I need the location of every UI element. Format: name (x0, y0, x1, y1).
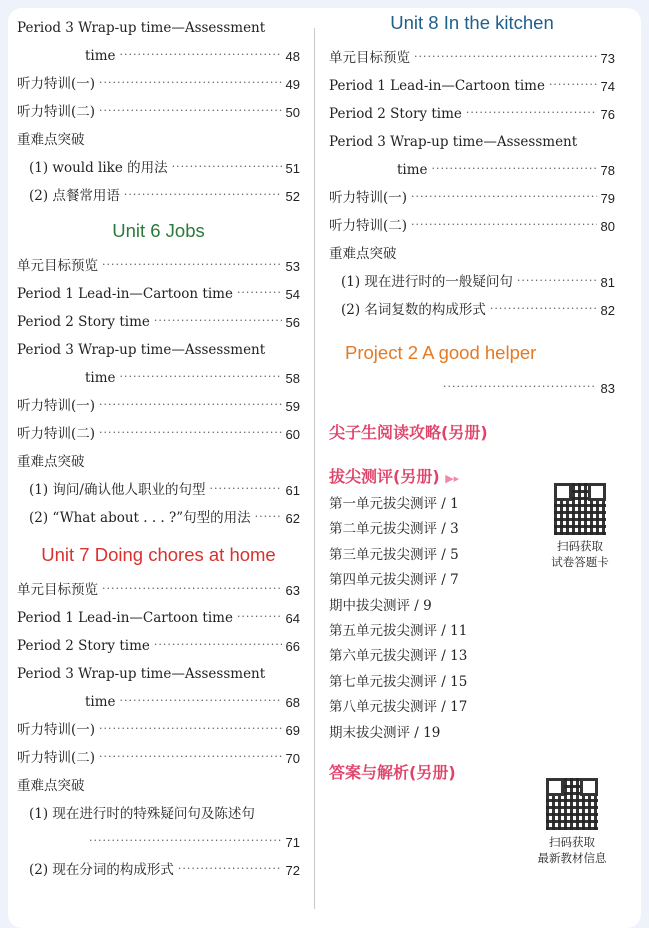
test-item: 第三单元拔尖测评 / 5 (329, 546, 459, 563)
entry-label: (1) 询问/确认他人职业的句型 (29, 482, 206, 498)
page-number: 58 (285, 371, 300, 386)
leader-dots (154, 638, 282, 651)
project2-title: Project 2 A good helper (345, 342, 537, 363)
unit6-entries (17, 246, 300, 526)
leader-dots (237, 286, 282, 299)
qr-code-answer-sheet[interactable] (554, 483, 606, 535)
entry-label: Period 1 Lead-in—Cartoon time (329, 78, 545, 94)
qr-code-textbook-info[interactable] (546, 778, 598, 830)
page-number: 71 (285, 835, 300, 850)
leader-dots (102, 582, 282, 595)
leader-dots (102, 258, 282, 271)
entry-label: (1) would like 的用法 (29, 160, 168, 176)
toc-entry (329, 206, 615, 234)
toc-entry (329, 66, 615, 94)
entry-label: time (85, 694, 116, 710)
entry-label: time (85, 48, 116, 64)
toc-entry (329, 150, 615, 178)
entry-label: Period 3 Wrap-up time—Assessment (17, 666, 266, 682)
test-item: 期末拔尖测评 / 19 (329, 724, 441, 741)
toc-entry (17, 822, 300, 850)
page-number: 68 (285, 695, 300, 710)
toc-entry (17, 498, 300, 526)
entry-label: (2) “What about . . . ?”句型的用法 (29, 510, 251, 526)
column-divider (314, 28, 315, 909)
qr2-caption: 扫码获取 最新教材信息 (537, 835, 607, 865)
page-number: 79 (600, 191, 615, 206)
toc-entry (17, 850, 300, 878)
page-number: 73 (600, 51, 615, 66)
page-number: 72 (285, 863, 300, 878)
entry-label: 听力特训(二) (329, 218, 408, 234)
page-number: 61 (285, 483, 300, 498)
leader-dots (99, 398, 281, 411)
toc-entry (17, 302, 300, 330)
page-number: 52 (285, 189, 300, 204)
leader-dots (411, 218, 596, 231)
page-number: 56 (285, 315, 300, 330)
toc-entry (17, 442, 300, 470)
page-number: 54 (285, 287, 300, 302)
toc-entry (17, 120, 300, 148)
leader-dots (432, 162, 597, 175)
unit5-continued (17, 8, 300, 204)
leader-dots (178, 862, 282, 875)
toc-entry (17, 330, 300, 358)
entry-label: (2) 名词复数的构成形式 (341, 302, 486, 318)
entry-label: time (397, 162, 428, 178)
leader-dots (517, 274, 597, 287)
entry-label: Period 2 Story time (17, 314, 150, 330)
page-number: 50 (285, 105, 300, 120)
page-number: 49 (285, 77, 300, 92)
leader-dots (172, 160, 282, 173)
toc-entry (17, 414, 300, 442)
page-number: 51 (285, 161, 300, 176)
qr1-caption: 扫码获取 试卷答题卡 (551, 539, 609, 569)
toc-entry (17, 654, 300, 682)
entry-label: Period 2 Story time (17, 638, 150, 654)
entry-label: 单元目标预览 (329, 50, 410, 66)
entry-label: 重难点突破 (329, 246, 397, 262)
toc-entry (17, 710, 300, 738)
entry-label: 听力特训(一) (17, 76, 96, 92)
entry-label: 单元目标预览 (17, 258, 98, 274)
toc-entry (17, 794, 300, 822)
toc-entry (17, 358, 300, 386)
leader-dots (99, 104, 281, 117)
entry-label: 听力特训(一) (17, 398, 96, 414)
toc-entry (17, 36, 300, 64)
toc-entry (17, 246, 300, 274)
project2-row (329, 368, 615, 396)
toc-entry (17, 92, 300, 120)
arrow-icon: ▶▸ (445, 472, 460, 485)
toc-entry (17, 598, 300, 626)
entry-label: Period 3 Wrap-up time—Assessment (17, 342, 266, 358)
toc-entry (17, 766, 300, 794)
page-number: 70 (285, 751, 300, 766)
page-number: 82 (600, 303, 615, 318)
toc-entry (329, 38, 615, 66)
leader-dots (209, 482, 281, 495)
toc-entry (17, 570, 300, 598)
toc-entry (17, 148, 300, 176)
test-item: 第八单元拔尖测评 / 17 (329, 699, 468, 716)
toc-entry (329, 262, 615, 290)
unit7-title: Unit 7 Doing chores at home (41, 544, 276, 565)
entry-label: (2) 现在分词的构成形式 (29, 862, 174, 878)
toc-entry (329, 122, 615, 150)
leader-dots (99, 426, 281, 439)
left-column (17, 8, 300, 878)
leader-dots (490, 302, 597, 315)
entry-label: (1) 现在进行时的一般疑问句 (341, 274, 513, 290)
leader-dots (466, 106, 597, 119)
leader-dots (237, 610, 282, 623)
toc-entry (329, 234, 615, 262)
leader-dots (120, 48, 282, 61)
leader-dots (99, 722, 281, 735)
toc-entry (17, 176, 300, 204)
test-item: 第四单元拔尖测评 / 7 (329, 572, 459, 589)
page-number: 69 (285, 723, 300, 738)
page-number: 59 (285, 399, 300, 414)
entry-label: (2) 点餐常用语 (29, 188, 120, 204)
entry-label: (1) 现在进行时的特殊疑问句及陈述句 (29, 806, 255, 822)
unit8-entries (329, 38, 615, 318)
unit6-title: Unit 6 Jobs (112, 220, 205, 241)
leader-dots (154, 314, 282, 327)
test-item: 第二单元拔尖测评 / 3 (329, 521, 459, 538)
entry-label: 听力特训(一) (17, 722, 96, 738)
entry-label: 重难点突破 (17, 778, 85, 794)
toc-entry (329, 94, 615, 122)
reading-section-title: 尖子生阅读攻略(另册) (329, 423, 488, 442)
page-number: 53 (285, 259, 300, 274)
unit8-title: Unit 8 In the kitchen (390, 12, 554, 33)
toc-entry (17, 274, 300, 302)
entry-label: 听力特训(二) (17, 426, 96, 442)
toc-entry (17, 64, 300, 92)
page-number: 62 (285, 511, 300, 526)
test-item: 第七单元拔尖测评 / 15 (329, 673, 468, 690)
page-number: 64 (285, 611, 300, 626)
entry-label: Period 1 Lead-in—Cartoon time (17, 286, 233, 302)
test-item: 第六单元拔尖测评 / 13 (329, 648, 468, 665)
test-section-title: 拔尖测评(另册) ▶▸ (329, 467, 460, 486)
leader-dots (549, 78, 597, 91)
page-number: 78 (600, 163, 615, 178)
leader-dots (99, 750, 281, 763)
toc-entry (17, 682, 300, 710)
entry-label: 听力特训(二) (17, 104, 96, 120)
entry-label: Period 1 Lead-in—Cartoon time (17, 610, 233, 626)
toc-entry (329, 290, 615, 318)
page-number: 81 (600, 275, 615, 290)
leader-dots (99, 76, 281, 89)
leader-dots (124, 188, 282, 201)
leader-dots (411, 190, 596, 203)
page-number: 60 (285, 427, 300, 442)
toc-entry (17, 8, 300, 36)
page-number: 48 (285, 49, 300, 64)
toc-entry (17, 738, 300, 766)
toc-entry (329, 178, 615, 206)
entry-label: Period 3 Wrap-up time—Assessment (17, 20, 266, 36)
test-item: 第一单元拔尖测评 / 1 (329, 496, 459, 512)
leader-dots (414, 50, 597, 63)
toc-entry (17, 470, 300, 498)
test-item: 第五单元拔尖测评 / 11 (329, 622, 468, 639)
leader-dots (120, 370, 282, 383)
page-number: 66 (285, 639, 300, 654)
page-number: 80 (600, 219, 615, 234)
page-number: 63 (285, 583, 300, 598)
right-column (329, 8, 615, 788)
entry-label: Period 2 Story time (329, 106, 462, 122)
page-number: 74 (600, 79, 615, 94)
entry-label: time (85, 370, 116, 386)
leader-dots (89, 834, 282, 847)
entry-label: Period 3 Wrap-up time—Assessment (329, 134, 578, 150)
entry-label: 重难点突破 (17, 132, 85, 148)
toc-entry (17, 386, 300, 414)
page-number: 83 (600, 381, 615, 396)
entry-label: 重难点突破 (17, 454, 85, 470)
entry-label: 听力特训(一) (329, 190, 408, 206)
entry-label: 听力特训(二) (17, 750, 96, 766)
leader-dots (255, 510, 282, 523)
unit7-entries (17, 570, 300, 878)
leader-dots (120, 694, 282, 707)
page-number: 76 (600, 107, 615, 122)
toc-entry (17, 626, 300, 654)
answers-section-title: 答案与解析(另册) (329, 762, 456, 782)
test-item: 期中拔尖测评 / 9 (329, 597, 432, 614)
entry-label: 单元目标预览 (17, 582, 98, 598)
